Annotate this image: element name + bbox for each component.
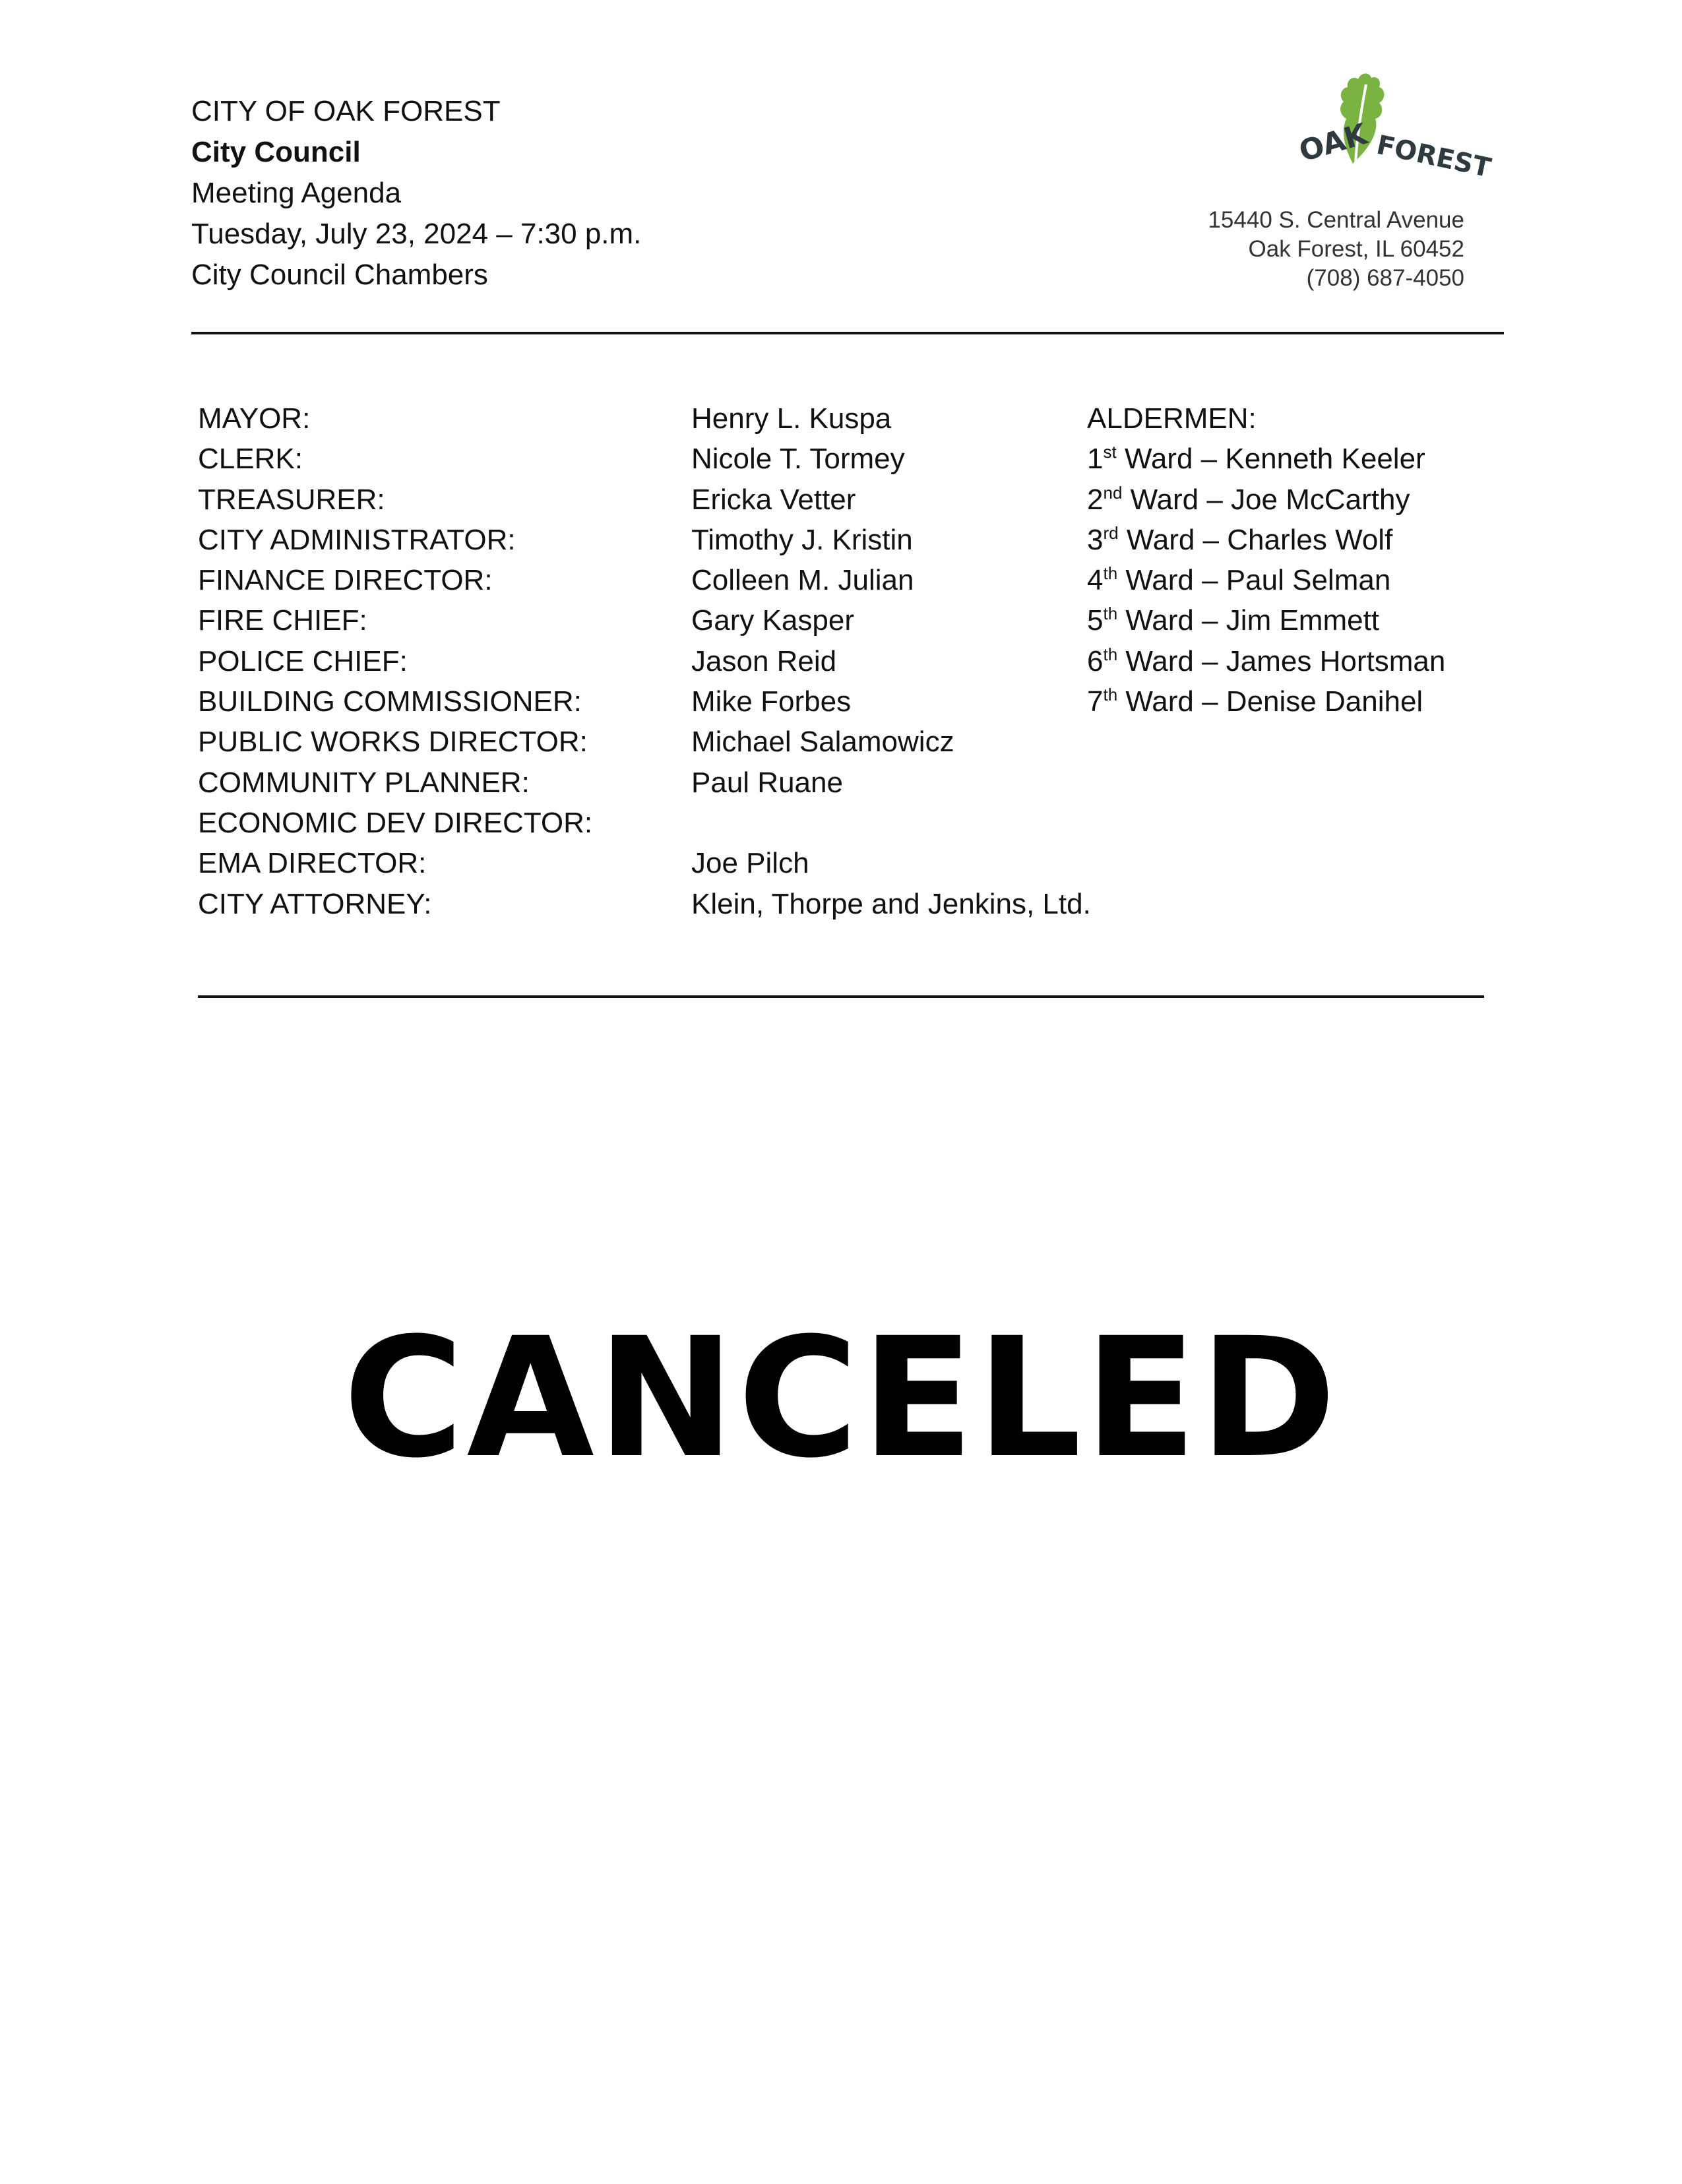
official-name: Michael Salamowicz bbox=[691, 726, 954, 759]
ward-ordinal: st bbox=[1103, 442, 1117, 462]
official-title: CITY ADMINISTRATOR: bbox=[198, 523, 516, 556]
ward-row bbox=[1087, 480, 1445, 520]
official-name: Nicole T. Tormey bbox=[691, 443, 905, 476]
document-type: Meeting Agenda bbox=[191, 177, 402, 209]
ward-ordinal: rd bbox=[1103, 522, 1119, 543]
official-title: COMMUNITY PLANNER: bbox=[198, 766, 530, 799]
aldermen-list bbox=[1087, 398, 1445, 722]
ward-alderman: Ward – Charles Wolf bbox=[1118, 523, 1393, 556]
official-title: FIRE CHIEF: bbox=[198, 604, 367, 637]
official-title: CITY ATTORNEY: bbox=[198, 887, 432, 920]
ward-ordinal: th bbox=[1103, 644, 1118, 664]
ward-number: 3 bbox=[1087, 523, 1104, 556]
official-title: POLICE CHIEF: bbox=[198, 644, 408, 677]
ward-row bbox=[1087, 641, 1445, 681]
ward-row bbox=[1087, 681, 1445, 722]
city-address bbox=[1208, 206, 1464, 293]
oak-forest-logo bbox=[1270, 66, 1494, 195]
official-title: BUILDING COMMISSIONER: bbox=[198, 685, 582, 718]
official-title: PUBLIC WORKS DIRECTOR: bbox=[198, 726, 588, 759]
address-street: 15440 S. Central Avenue bbox=[1208, 207, 1464, 233]
logo-text-right: FOREST bbox=[1373, 129, 1494, 184]
ward-alderman: Ward – Denise Danihel bbox=[1117, 685, 1423, 718]
ward-ordinal: th bbox=[1103, 604, 1118, 624]
official-name: Gary Kasper bbox=[691, 604, 854, 637]
official-name: Paul Ruane bbox=[691, 766, 843, 799]
ward-number: 6 bbox=[1087, 644, 1104, 677]
ward-row bbox=[1087, 439, 1445, 479]
meeting-header bbox=[191, 91, 641, 296]
meeting-location: City Council Chambers bbox=[191, 259, 488, 291]
ward-alderman: Ward – Kenneth Keeler bbox=[1116, 443, 1425, 476]
official-name: Joe Pilch bbox=[691, 847, 809, 880]
ward-number: 7 bbox=[1087, 685, 1104, 718]
official-title: EMA DIRECTOR: bbox=[198, 847, 427, 880]
official-title: TREASURER: bbox=[198, 483, 385, 516]
ward-row bbox=[1087, 600, 1445, 640]
council-name: City Council bbox=[191, 136, 361, 168]
roster-divider bbox=[198, 995, 1484, 998]
ward-number: 2 bbox=[1087, 483, 1104, 516]
ward-alderman: Ward – Paul Selman bbox=[1117, 564, 1391, 597]
official-name: Colleen M. Julian bbox=[691, 564, 914, 597]
ward-ordinal: th bbox=[1103, 685, 1118, 705]
address-phone: (708) 687-4050 bbox=[1306, 265, 1464, 291]
ward-alderman: Ward – James Hortsman bbox=[1117, 644, 1446, 677]
official-name: Timothy J. Kristin bbox=[691, 523, 913, 556]
official-name: Jason Reid bbox=[691, 644, 837, 677]
ward-number: 4 bbox=[1087, 564, 1104, 597]
official-name: Ericka Vetter bbox=[691, 483, 856, 516]
official-title: FINANCE DIRECTOR: bbox=[198, 564, 493, 597]
ward-row bbox=[1087, 520, 1445, 560]
ward-alderman: Ward – Joe McCarthy bbox=[1122, 483, 1410, 516]
ward-alderman: Ward – Jim Emmett bbox=[1117, 604, 1380, 637]
ward-ordinal: nd bbox=[1103, 482, 1123, 503]
ward-number: 1 bbox=[1087, 443, 1104, 476]
ward-row bbox=[1087, 560, 1445, 600]
city-name: CITY OF OAK FOREST bbox=[191, 95, 501, 127]
official-title: CLERK: bbox=[198, 443, 303, 476]
official-title: ECONOMIC DEV DIRECTOR: bbox=[198, 806, 593, 839]
official-name: Klein, Thorpe and Jenkins, Ltd. bbox=[691, 887, 1091, 920]
header-divider bbox=[191, 332, 1504, 334]
aldermen-heading: ALDERMEN: bbox=[1087, 402, 1257, 435]
official-title: MAYOR: bbox=[198, 402, 311, 435]
logo-text-left: OAK bbox=[1295, 117, 1371, 169]
official-name: Henry L. Kuspa bbox=[691, 402, 892, 435]
ward-ordinal: th bbox=[1103, 563, 1118, 584]
canceled-notice: CANCELED bbox=[342, 1302, 1340, 1494]
address-city: Oak Forest, IL 60452 bbox=[1248, 236, 1464, 262]
ward-number: 5 bbox=[1087, 604, 1104, 637]
meeting-datetime: Tuesday, July 23, 2024 – 7:30 p.m. bbox=[191, 218, 642, 250]
official-name: Mike Forbes bbox=[691, 685, 852, 718]
